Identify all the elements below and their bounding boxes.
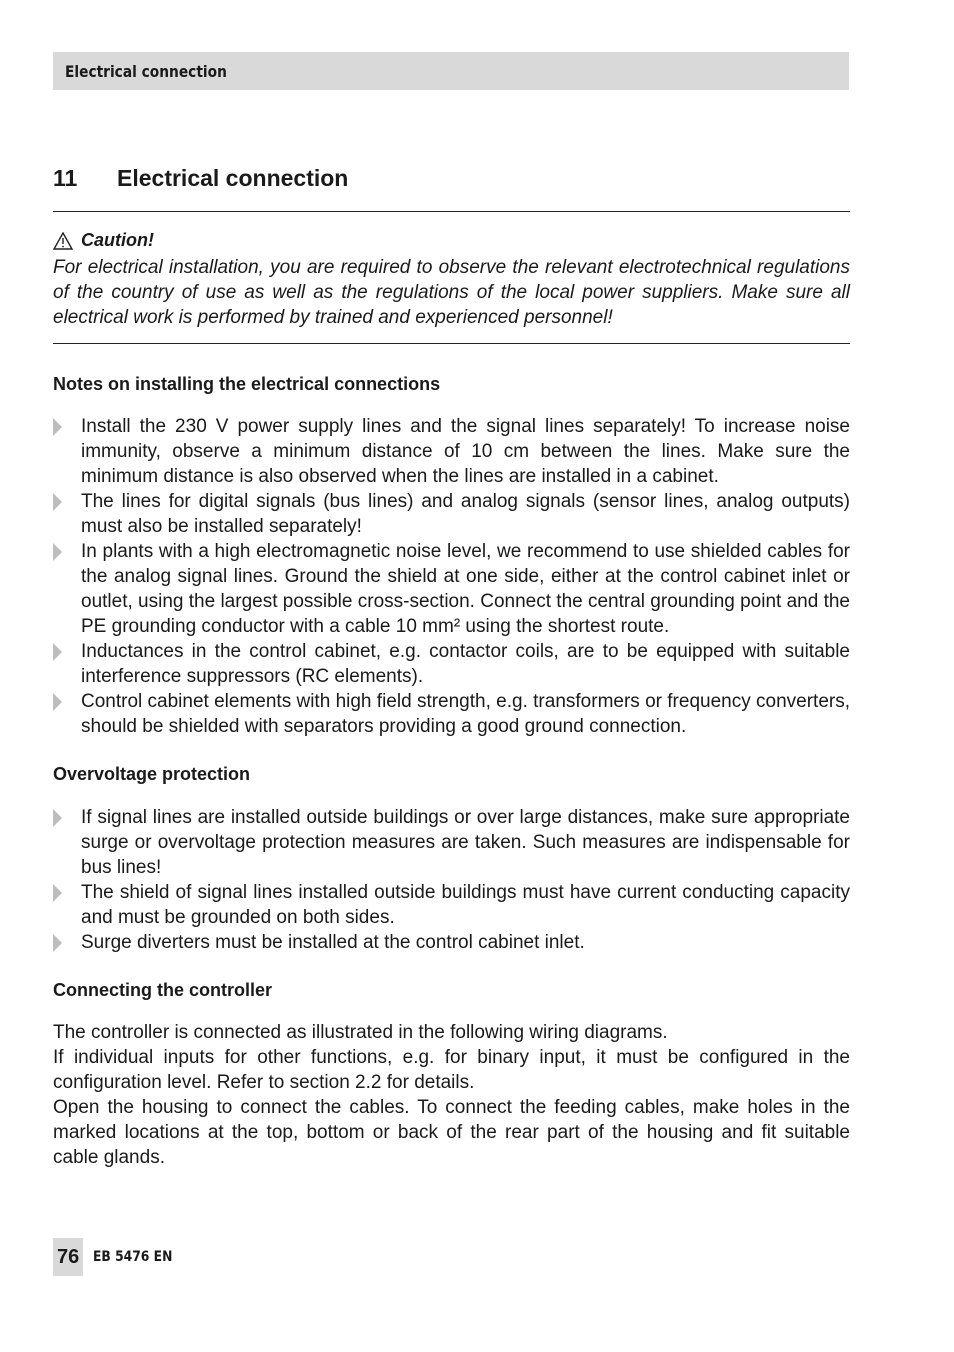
chapter-heading	[53, 165, 348, 192]
triangle-bullet-icon	[53, 543, 62, 561]
list-item: In plants with a high electromagnetic noise level, we recommend to use shielded cables for the analog signal lines. Ground the shield at one side, either at the control cabinet inlet or outlet, using the largest possible cross-section. Connect the central grounding point and the PE grounding conductor with a cable 10 mm² using the shortest route.	[53, 539, 850, 639]
triangle-bullet-icon	[53, 493, 62, 511]
caution-heading	[53, 230, 154, 251]
list-item: Install the 230 V power supply lines and the signal lines separately! To increase noise immunity, observe a minimum distance of 10 cm between the lines. Make sure the minimum distance is also observed when the lines are installed in a cabinet.	[53, 414, 850, 489]
section-heading-overvoltage: Overvoltage protection	[53, 764, 251, 784]
divider-bottom	[53, 343, 850, 344]
triangle-bullet-icon	[53, 643, 62, 661]
list-item: If signal lines are installed outside buildings or over large distances, make sure appropriate surge or overvoltage protection measures are taken. Such measures are indispensable for bus lines!	[53, 805, 850, 880]
chapter-title: Electrical connection	[117, 165, 349, 191]
triangle-bullet-icon	[53, 809, 62, 827]
triangle-bullet-icon	[53, 418, 62, 436]
triangle-bullet-icon	[53, 934, 62, 952]
list-item: Inductances in the control cabinet, e.g. contactor coils, are to be equipped with suitable interference suppressors (RC elements).	[53, 639, 850, 689]
triangle-bullet-icon	[53, 693, 62, 711]
list-item: The shield of signal lines installed outside buildings must have current conducting capacity and must be grounded on both sides.	[53, 880, 850, 930]
document-id: EB 5476 EN	[93, 1249, 173, 1265]
triangle-bullet-icon	[53, 884, 62, 902]
connecting-paragraph-2: If individual inputs for other functions, e.g. for binary input, it must be configured in the configuration level. Refer to section 2.2 for details.	[53, 1047, 850, 1093]
bullet-list-overvoltage	[53, 805, 850, 955]
caution-label: Caution!	[81, 230, 154, 250]
connecting-paragraph-3: Open the housing to connect the cables. To connect the feeding cables, make holes in the marked locations at the top, bottom or back of the rear part of the housing and fit suitable cable glands.	[53, 1097, 850, 1168]
caution-text: For electrical installation, you are required to observe the relevant electrotechnical regulations of the country of use as well as the regulations of the local power suppliers. Make sure all electrical work is performed by trained and experienced personnel!	[53, 257, 850, 328]
page-footer	[53, 1238, 183, 1276]
running-header-title: Electrical connection	[65, 61, 227, 81]
divider-top	[53, 211, 850, 212]
section-heading-installing: Notes on installing the electrical connections	[53, 374, 441, 394]
list-item: The lines for digital signals (bus lines) and analog signals (sensor lines, analog outputs) must also be installed separately!	[53, 489, 850, 539]
page-number: 76	[53, 1238, 83, 1276]
list-item: Control cabinet elements with high field strength, e.g. transformers or frequency converters, should be shielded with separators providing a good ground connection.	[53, 689, 850, 739]
warning-triangle-icon	[53, 232, 73, 250]
connecting-paragraph-1: The controller is connected as illustrated in the following wiring diagrams.	[53, 1022, 668, 1043]
running-header	[53, 52, 849, 90]
bullet-list-installing	[53, 414, 850, 739]
section-heading-connecting: Connecting the controller	[53, 980, 273, 1000]
chapter-number: 11	[53, 165, 78, 191]
list-item: Surge diverters must be installed at the control cabinet inlet.	[53, 930, 850, 955]
